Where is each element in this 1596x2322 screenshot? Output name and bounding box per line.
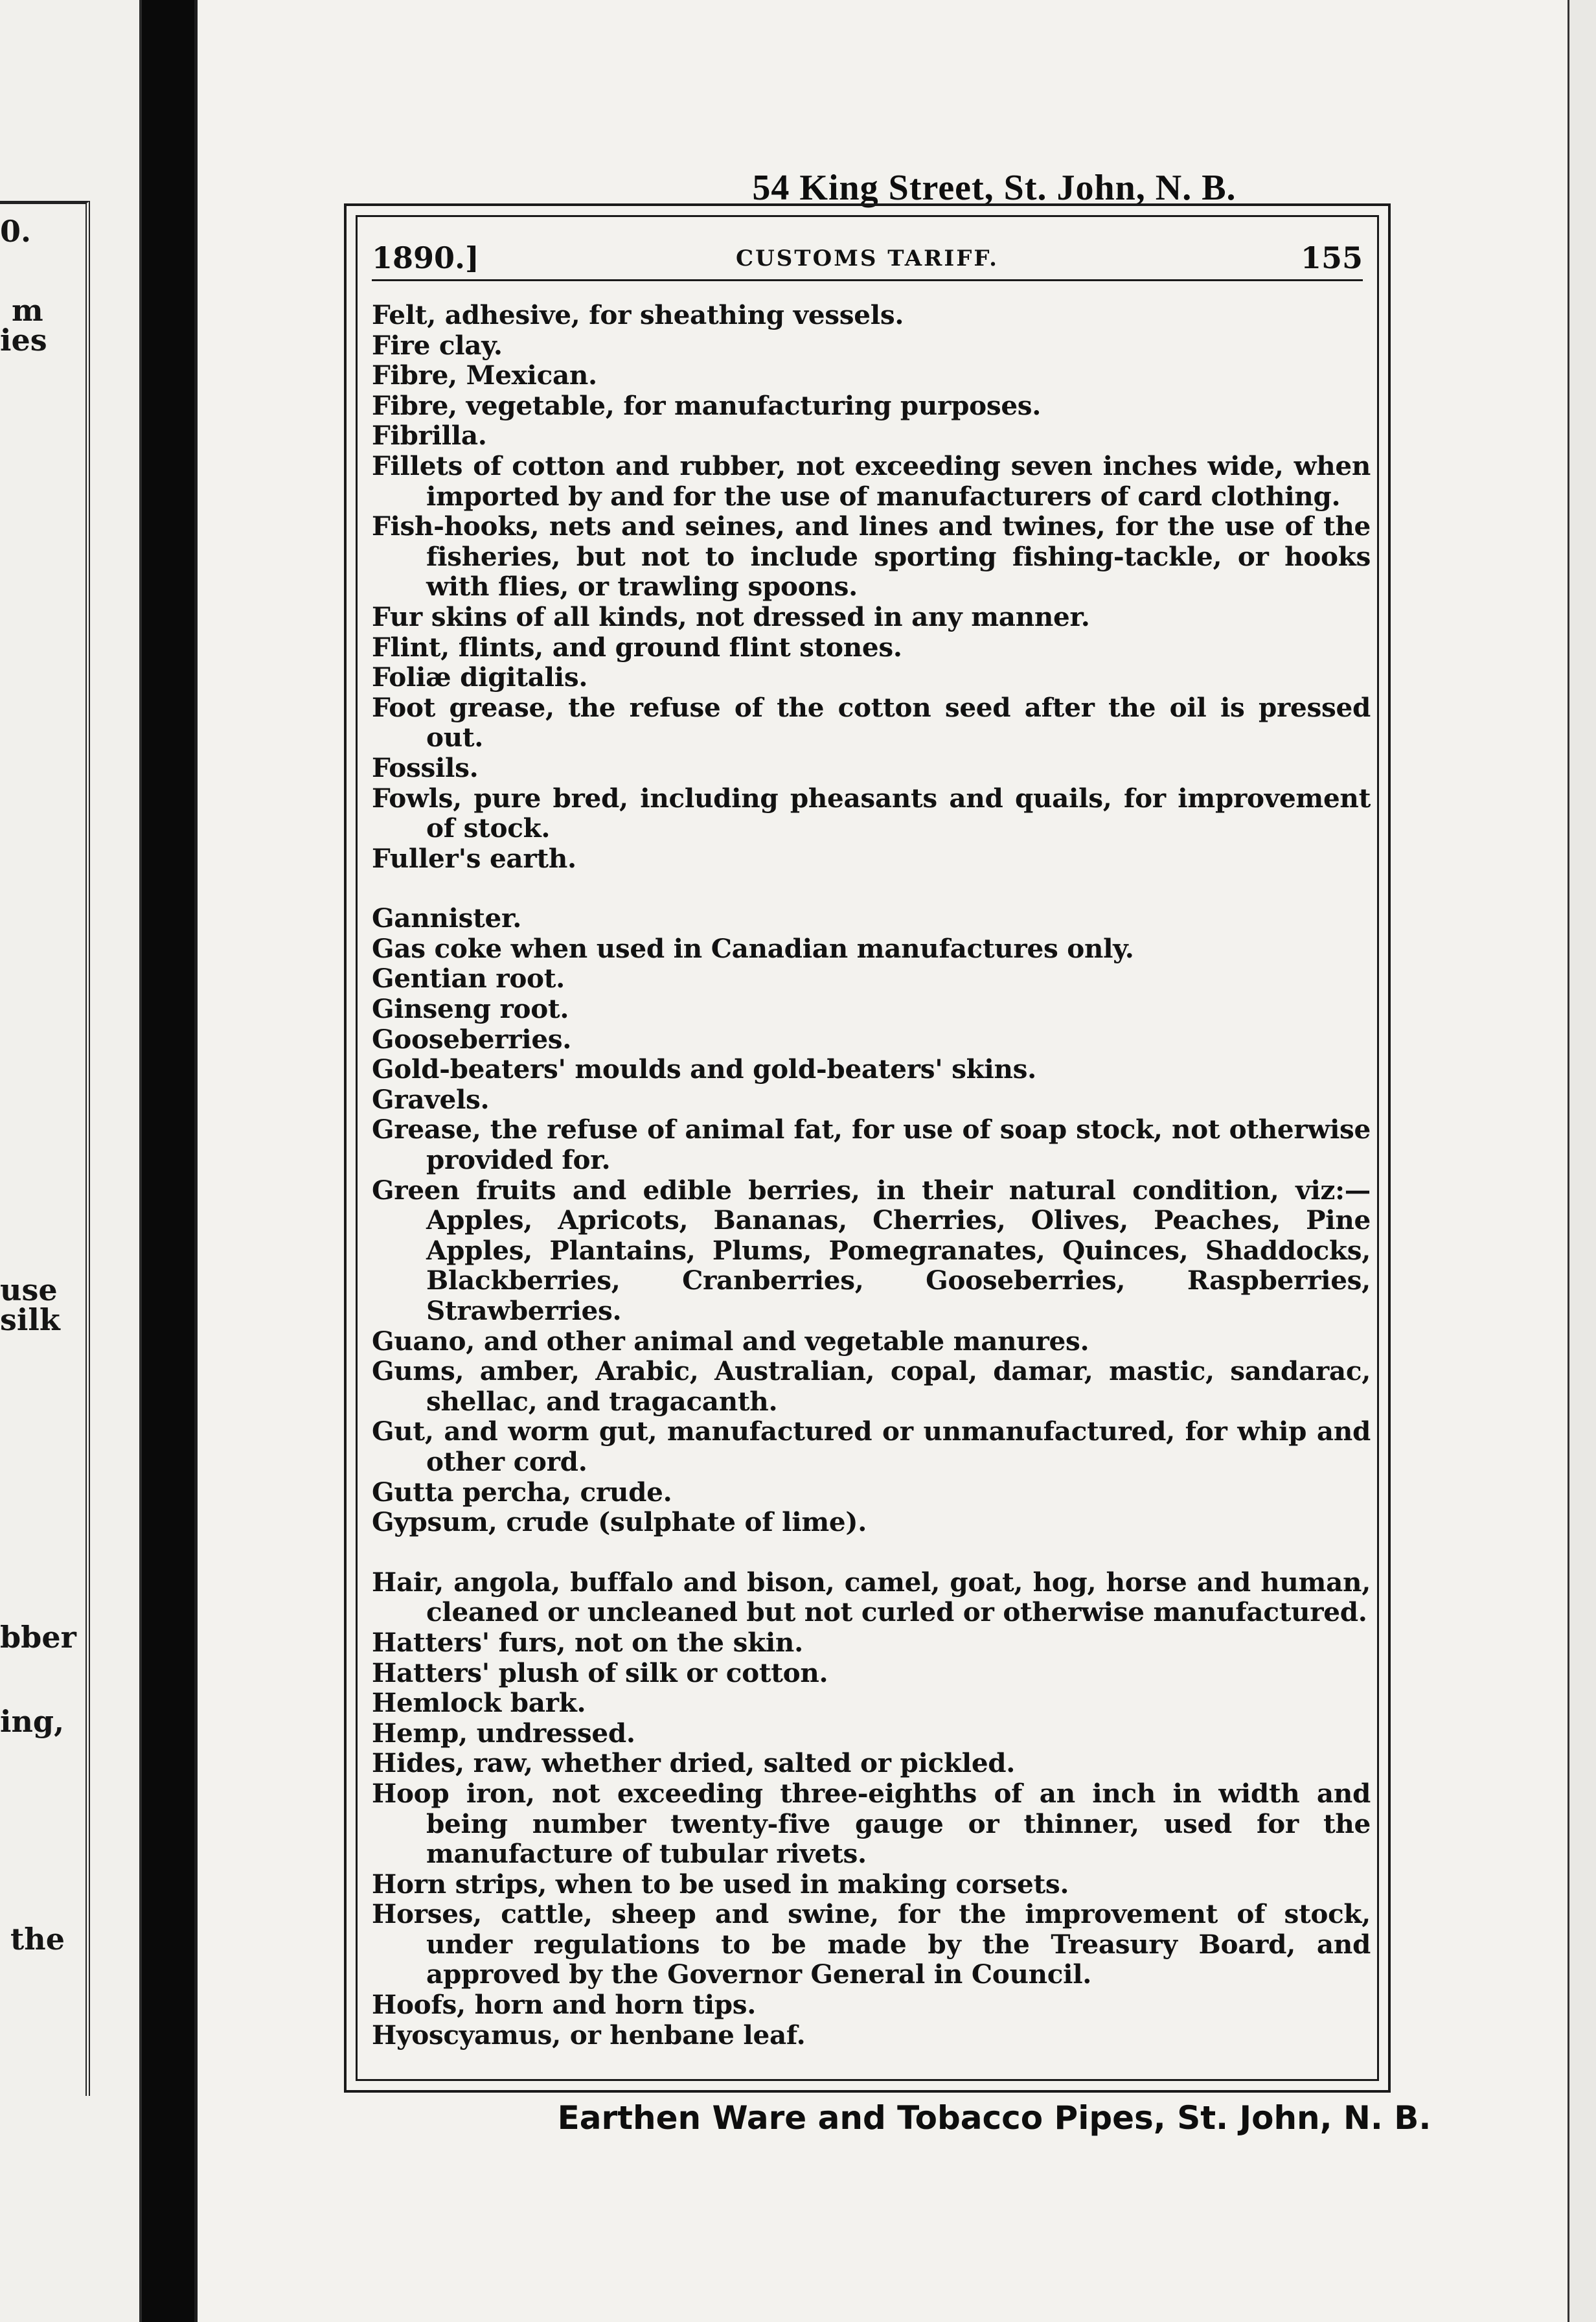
tariff-entry: Foliæ digitalis. [372,661,588,693]
page-frame-inner [356,215,1379,2081]
tariff-entry: Gravels. [372,1083,490,1115]
tariff-entry: Hemp, undressed. [372,1717,635,1749]
tariff-entry: Gut, and worm gut, manufactured or unmanufactured, for whip and other cord. [372,1416,1371,1477]
tariff-entry: Fire clay. [372,329,503,361]
tariff-entry: Guano, and other animal and vegetable manures. [372,1325,1089,1357]
page-top-header: 54 King Street, St. John, N. B. [752,168,1237,208]
tariff-entry: Fish-hooks, nets and seines, and lines and twines, for the use of the fisheries, but not to include sporting fishing-tackle, or hooks with flies, or trawling spoons. [372,511,1371,603]
tariff-entry: Gold-beaters' moulds and gold-beaters' skins. [372,1053,1036,1085]
tariff-entry: Fillets of cotton and rubber, not exceeding seven inches wide, when imported by and for the use of manufacturers of card clothing. [372,450,1371,512]
running-head-title: CUSTOMS TARIFF. [736,246,999,271]
tariff-entry: Hyoscyamus, or henbane leaf. [372,2019,806,2051]
tariff-entry: Flint, flints, and ground flint stones. [372,631,902,663]
tariff-entry: Hatters' plush of silk or cotton. [372,1657,828,1688]
left-page-fragment: silk [0,1302,60,1337]
left-page-fragment: 0. [0,214,32,249]
tariff-entry: Gypsum, crude (sulphate of lime). [372,1506,867,1538]
left-page-fragment: bber [0,1620,76,1655]
tariff-entry: Horses, cattle, sheep and swine, for the improvement of stock, under regulations to be made by the Treasury Board, and approved by the Governor General in Council. [372,1898,1371,1990]
tariff-entry: Horn strips, when to be used in making corsets. [372,1868,1069,1900]
left-page-fragment: the [10,1922,65,1957]
section-gap [372,1537,1371,1567]
page-edge [1568,0,1596,2322]
tariff-entry: Gums, amber, Arabic, Australian, copal, damar, mastic, sandarac, shellac, and tragacanth. [372,1355,1371,1417]
main-page [194,0,1571,2322]
tariff-entry: Fowls, pure bred, including pheasants and quails, for improvement of stock. [372,782,1371,844]
tariff-entry: Gas coke when used in Canadian manufactures only. [372,932,1134,964]
tariff-entry: Fibre, Mexican. [372,360,597,391]
tariff-entry: Fuller's earth. [372,842,576,874]
page-frame [344,203,1391,2093]
tariff-entry: Hoop iron, not exceeding three-eighths of an inch in width and being number twenty-five gauge or thinner, used for the manufacture of tubular rivets. [372,1777,1371,1870]
tariff-entry: Ginseng root. [372,993,569,1025]
left-page-fragment: ies [0,323,47,358]
tariff-entry: Green fruits and edible berries, in their natural condition, viz:— Apples, Apricots, Bananas, Cherries, Olives, Peaches, Pine Apples, Plantains, Plums, Pomegranates, Quinces, Shaddocks, Blackberries, Cranberries, Gooseberries, Raspberries, Strawberries. [372,1174,1371,1326]
tariff-entry: Hides, raw, whether dried, salted or pickled. [372,1747,1016,1779]
tariff-entry: Fibrilla. [372,420,487,452]
left-page-fragment: use [0,1272,58,1307]
left-page-fragment: ing, [0,1704,65,1739]
section-gap [372,873,1371,903]
tariff-entry: Hair, angola, buffalo and bison, camel, goat, hog, horse and human, cleaned or uncleaned but not curled or otherwise manufactured. [372,1566,1371,1628]
tariff-entry: Hoofs, horn and horn tips. [372,1989,757,2021]
tariff-entry: Gentian root. [372,963,565,994]
running-head-year: 1890.] [372,240,479,275]
tariff-entry: Felt, adhesive, for sheathing vessels. [372,299,904,330]
tariff-entry: Fur skins of all kinds, not dressed in any manner. [372,601,1090,632]
tariff-entry: Fibre, vegetable, for manufacturing purposes. [372,389,1042,421]
page-number: 155 [1300,240,1363,275]
running-head [372,240,1363,281]
page-bottom-footer: Earthen Ware and Tobacco Pipes, St. John, N. B. [557,2099,1431,2137]
left-page-fragment: m [12,293,43,328]
tariff-entry: Fossils. [372,752,479,783]
tariff-entry: Hatters' furs, not on the skin. [372,1626,803,1658]
tariff-entry: Gutta percha, crude. [372,1476,672,1508]
tariff-entry: Foot grease, the refuse of the cotton seed after the oil is pressed out. [372,691,1371,753]
left-facing-page [0,0,142,2322]
tariff-entry: Gooseberries. [372,1023,572,1055]
tariff-entry-list [372,300,1371,2050]
tariff-entry: Grease, the refuse of animal fat, for use of soap stock, not otherwise provided for. [372,1114,1371,1176]
tariff-entry: Gannister. [372,902,522,934]
tariff-entry: Hemlock bark. [372,1687,586,1719]
left-page-frame [0,201,90,2096]
